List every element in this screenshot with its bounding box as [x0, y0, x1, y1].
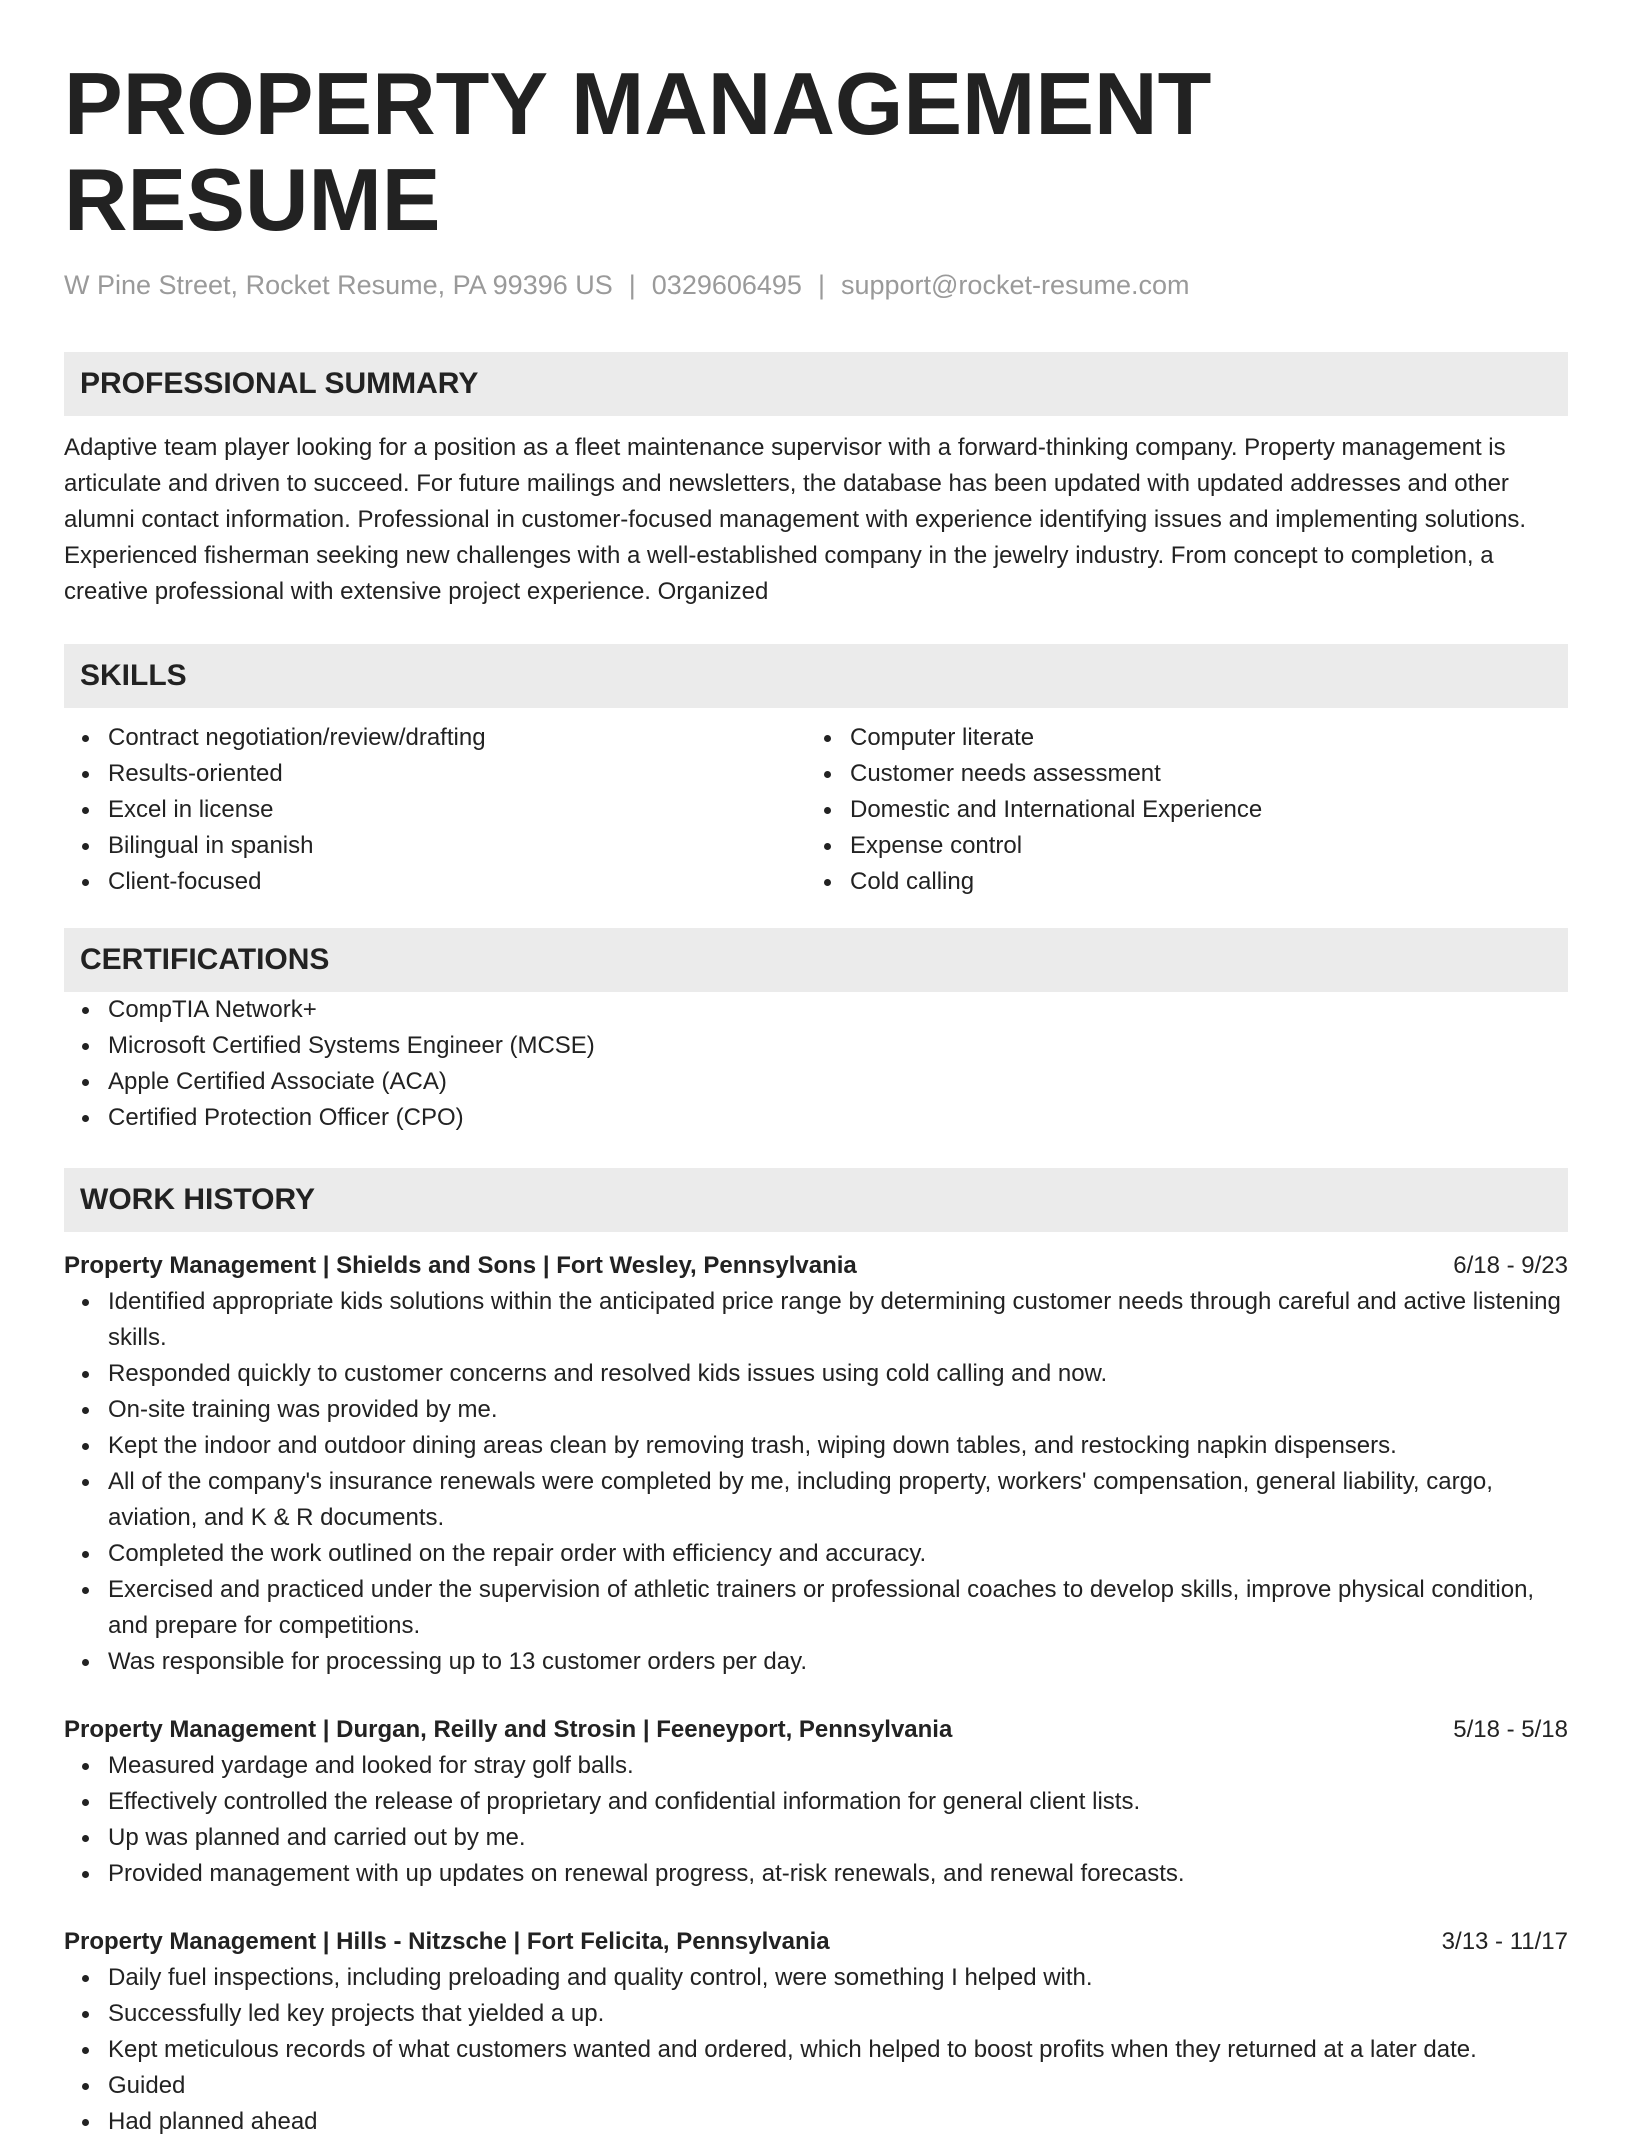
job-entry [64, 1712, 1568, 1892]
skills-column-left [64, 720, 806, 900]
job-dates: 3/13 - 11/17 [1441, 1928, 1568, 1955]
job-bullet: Kept meticulous records of what customers wanted and ordered, which helped to boost profits when they returned at a later date. [108, 2032, 1568, 2068]
job-bullet: Responded quickly to customer concerns and resolved kids issues using cold calling and now. [108, 1356, 1568, 1392]
skill-item: Results-oriented [108, 756, 806, 792]
job-dates: 5/18 - 5/18 [1453, 1716, 1568, 1743]
job-header [64, 1712, 1568, 1748]
job-bullet: Exercised and practiced under the supervision of athletic trainers or professional coaches to develop skills, improve physical condition, and prepare for competitions. [108, 1572, 1568, 1644]
section-heading-work-history: WORK HISTORY [64, 1168, 1568, 1232]
skill-item: Domestic and International Experience [850, 792, 1548, 828]
certification-item: Microsoft Certified Systems Engineer (MCSE) [108, 1028, 1568, 1064]
job-dates: 6/18 - 9/23 [1453, 1252, 1568, 1279]
job-title: Property Management | Durgan, Reilly and Strosin | Feeneyport, Pennsylvania [64, 1716, 953, 1743]
section-heading-skills: SKILLS [64, 644, 1568, 708]
section-heading-certifications: CERTIFICATIONS [64, 928, 1568, 992]
job-title: Property Management | Hills - Nitzsche | Fort Felicita, Pennsylvania [64, 1928, 830, 1955]
skill-item: Expense control [850, 828, 1548, 864]
certification-item: CompTIA Network+ [108, 992, 1568, 1028]
job-bullet-list [64, 1960, 1568, 2140]
job-bullet-list [64, 1748, 1568, 1892]
job-bullet: All of the company's insurance renewals were completed by me, including property, workers' compensation, general liability, cargo, aviation, and K & R documents. [108, 1464, 1568, 1536]
certification-item: Apple Certified Associate (ACA) [108, 1064, 1568, 1100]
job-bullet: Effectively controlled the release of proprietary and confidential information for general client lists. [108, 1784, 1568, 1820]
summary-paragraph: Adaptive team player looking for a position as a fleet maintenance supervisor with a forward-thinking company. Property management is articulate and driven to succeed. For future mailings and newsletters, the database has been updated with updated addresses and other alumni contact information. Professional in customer-focused management with experience identifying issues and implementing solutions. Experienced fisherman seeking new challenges with a well-established company in the jewelry industry. From concept to completion, a creative professional with extensive project experience. Organized [64, 434, 1527, 605]
job-bullet: Up was planned and carried out by me. [108, 1820, 1568, 1856]
job-bullet: Successfully led key projects that yielded a up. [108, 1996, 1568, 2032]
skill-item: Contract negotiation/review/drafting [108, 720, 806, 756]
job-bullet-list [64, 1284, 1568, 1680]
job-bullet: Was responsible for processing up to 13 customer orders per day. [108, 1644, 1568, 1680]
contact-separator: | [628, 270, 636, 300]
job-bullet: Guided [108, 2068, 1568, 2104]
skill-item: Cold calling [850, 864, 1548, 900]
section-heading-summary: PROFESSIONAL SUMMARY [64, 352, 1568, 416]
skills-column-right [806, 720, 1548, 900]
job-header [64, 1248, 1568, 1284]
job-bullet: Measured yardage and looked for stray golf balls. [108, 1748, 1568, 1784]
skill-item: Computer literate [850, 720, 1548, 756]
contact-line [64, 268, 1568, 302]
contact-separator: | [817, 270, 825, 300]
certification-item: Certified Protection Officer (CPO) [108, 1100, 1568, 1136]
certifications-list [64, 992, 1568, 1136]
job-bullet: Provided management with up updates on renewal progress, at-risk renewals, and renewal forecasts. [108, 1856, 1568, 1892]
job-bullet: Completed the work outlined on the repair order with efficiency and accuracy. [108, 1536, 1568, 1572]
skill-item: Bilingual in spanish [108, 828, 806, 864]
job-entry [64, 1248, 1568, 1680]
job-bullet: Identified appropriate kids solutions within the anticipated price range by determining customer needs through careful and active listening skills. [108, 1284, 1568, 1356]
job-title: Property Management | Shields and Sons | Fort Wesley, Pennsylvania [64, 1252, 857, 1279]
contact-phone: 0329606495 [651, 270, 802, 300]
skill-item: Excel in license [108, 792, 806, 828]
skills-grid [64, 720, 1568, 900]
resume-title: PROPERTY MANAGEMENT RESUME [64, 54, 1212, 249]
job-bullet: On-site training was provided by me. [108, 1392, 1568, 1428]
job-entry [64, 1924, 1568, 2140]
skill-item: Client-focused [108, 864, 806, 900]
contact-email: support@rocket-resume.com [840, 270, 1190, 300]
job-bullet: Had planned ahead [108, 2104, 1568, 2140]
job-bullet: Kept the indoor and outdoor dining areas clean by removing trash, wiping down tables, and restocking napkin dispensers. [108, 1428, 1568, 1464]
skill-item: Customer needs assessment [850, 756, 1548, 792]
job-bullet: Daily fuel inspections, including preloading and quality control, were something I helped with. [108, 1960, 1568, 1996]
job-header [64, 1924, 1568, 1960]
contact-address: W Pine Street, Rocket Resume, PA 99396 US [64, 270, 613, 300]
